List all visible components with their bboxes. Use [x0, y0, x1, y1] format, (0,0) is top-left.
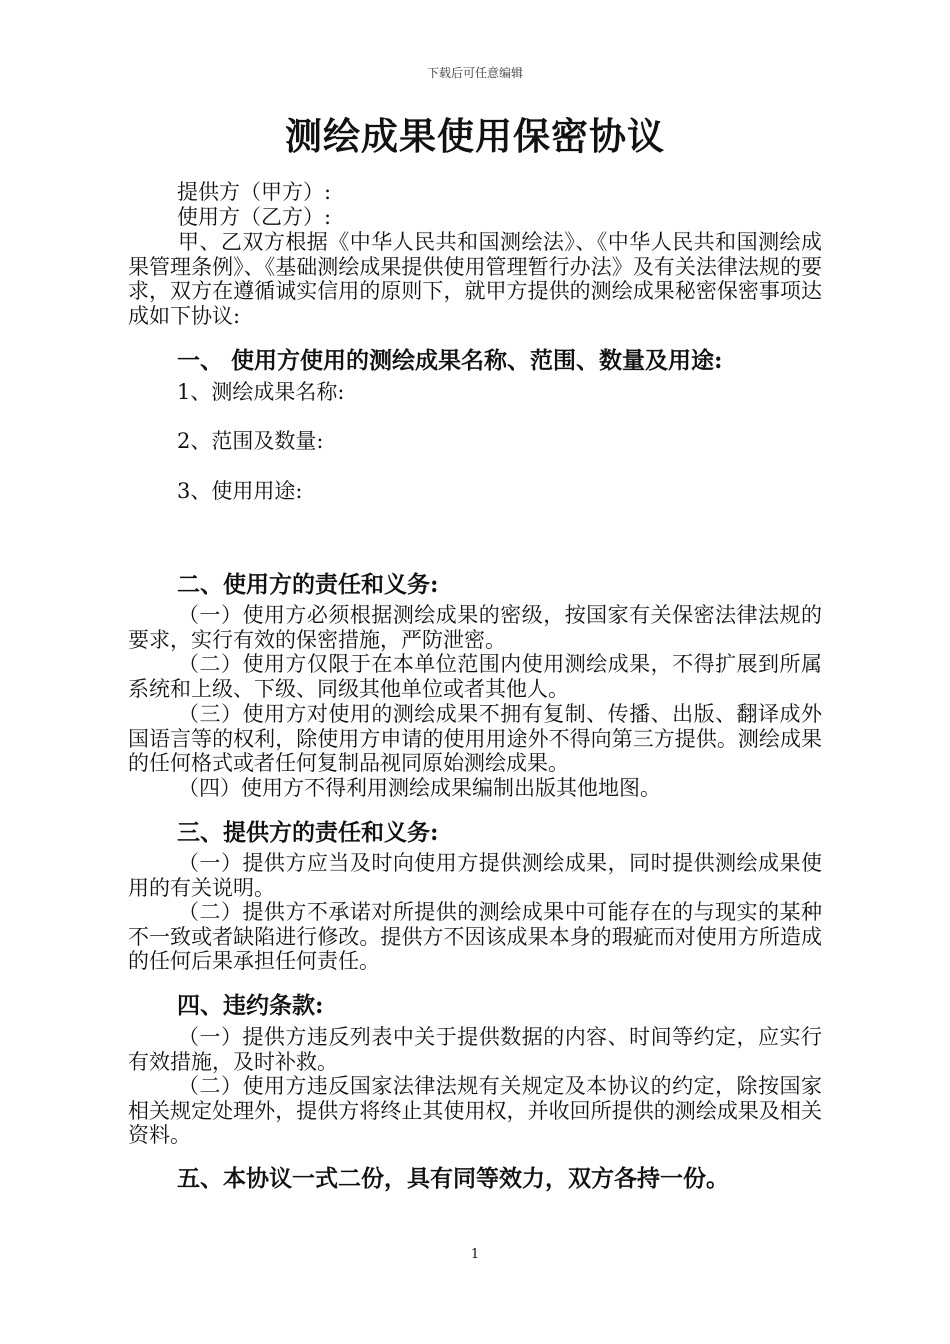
section-1-item: 2、范围及数量: — [177, 429, 324, 453]
section-2-heading: 二、使用方的责任和义务: — [177, 571, 439, 598]
section-3-heading: 三、提供方的责任和义务: — [177, 819, 439, 846]
section-1-heading: 一、 使用方使用的测绘成果名称、范围、数量及用途: — [177, 347, 723, 374]
intro-paragraph: 甲、乙双方根据《中华人民共和国测绘法》、《中华人民共和国测绘成果管理条例》、《基础测绘成果提供使用管理暂行办法》及有关法律法规的要求，双方在遵循诚实信用的原则下，就甲方提供的测绘成果秘密保密事项达成如下协议: — [128, 230, 822, 328]
section-3-paragraph: （二）提供方不承诺对所提供的测绘成果中可能存在的与现实的某种不一致或者缺陷进行修改。提供方不因该成果本身的瑕疵而对使用方所造成的任何后果承担任何责任。 — [128, 900, 822, 973]
section-4-heading: 四、违约条款: — [177, 992, 324, 1019]
section-2-paragraph: （三）使用方对使用的测绘成果不拥有复制、传播、出版、翻译成外国语言等的权利，除使用方申请的使用用途外不得向第三方提供。测绘成果的任何格式或者任何复制品视同原始测绘成果。 — [128, 702, 822, 775]
party-a-label: 提供方（甲方）: — [177, 180, 332, 204]
section-5-heading: 五、本协议一式二份，具有同等效力，双方各持一份。 — [177, 1165, 729, 1192]
section-2-paragraph: （一）使用方必须根据测绘成果的密级，按国家有关保密法律法规的要求，实行有效的保密措施，严防泄密。 — [128, 603, 822, 652]
section-4-paragraph: （二）使用方违反国家法律法规有关规定及本协议的约定，除按国家相关规定处理外，提供方将终止其使用权，并收回所提供的测绘成果及相关资料。 — [128, 1074, 822, 1147]
section-1-item: 1、测绘成果名称: — [177, 380, 345, 404]
section-1-item: 3、使用用途: — [177, 479, 303, 503]
section-3-paragraph: （一）提供方应当及时向使用方提供测绘成果，同时提供测绘成果使用的有关说明。 — [128, 851, 822, 900]
section-2-paragraph: （四）使用方不得利用测绘成果编制出版其他地图。 — [178, 776, 661, 800]
section-4-paragraph: （一）提供方违反列表中关于提供数据的内容、时间等约定，应实行有效措施，及时补救。 — [128, 1025, 822, 1074]
party-b-label: 使用方（乙方）: — [177, 205, 332, 229]
page-number: 1 — [470, 1247, 480, 1262]
document-title: 测绘成果使用保密协议 — [285, 114, 665, 158]
section-2-paragraph: （二）使用方仅限于在本单位范围内使用测绘成果，不得扩展到所属系统和上级、下级、同级其他单位或者其他人。 — [128, 652, 822, 701]
page-header: 下载后可任意编辑 — [426, 66, 523, 80]
